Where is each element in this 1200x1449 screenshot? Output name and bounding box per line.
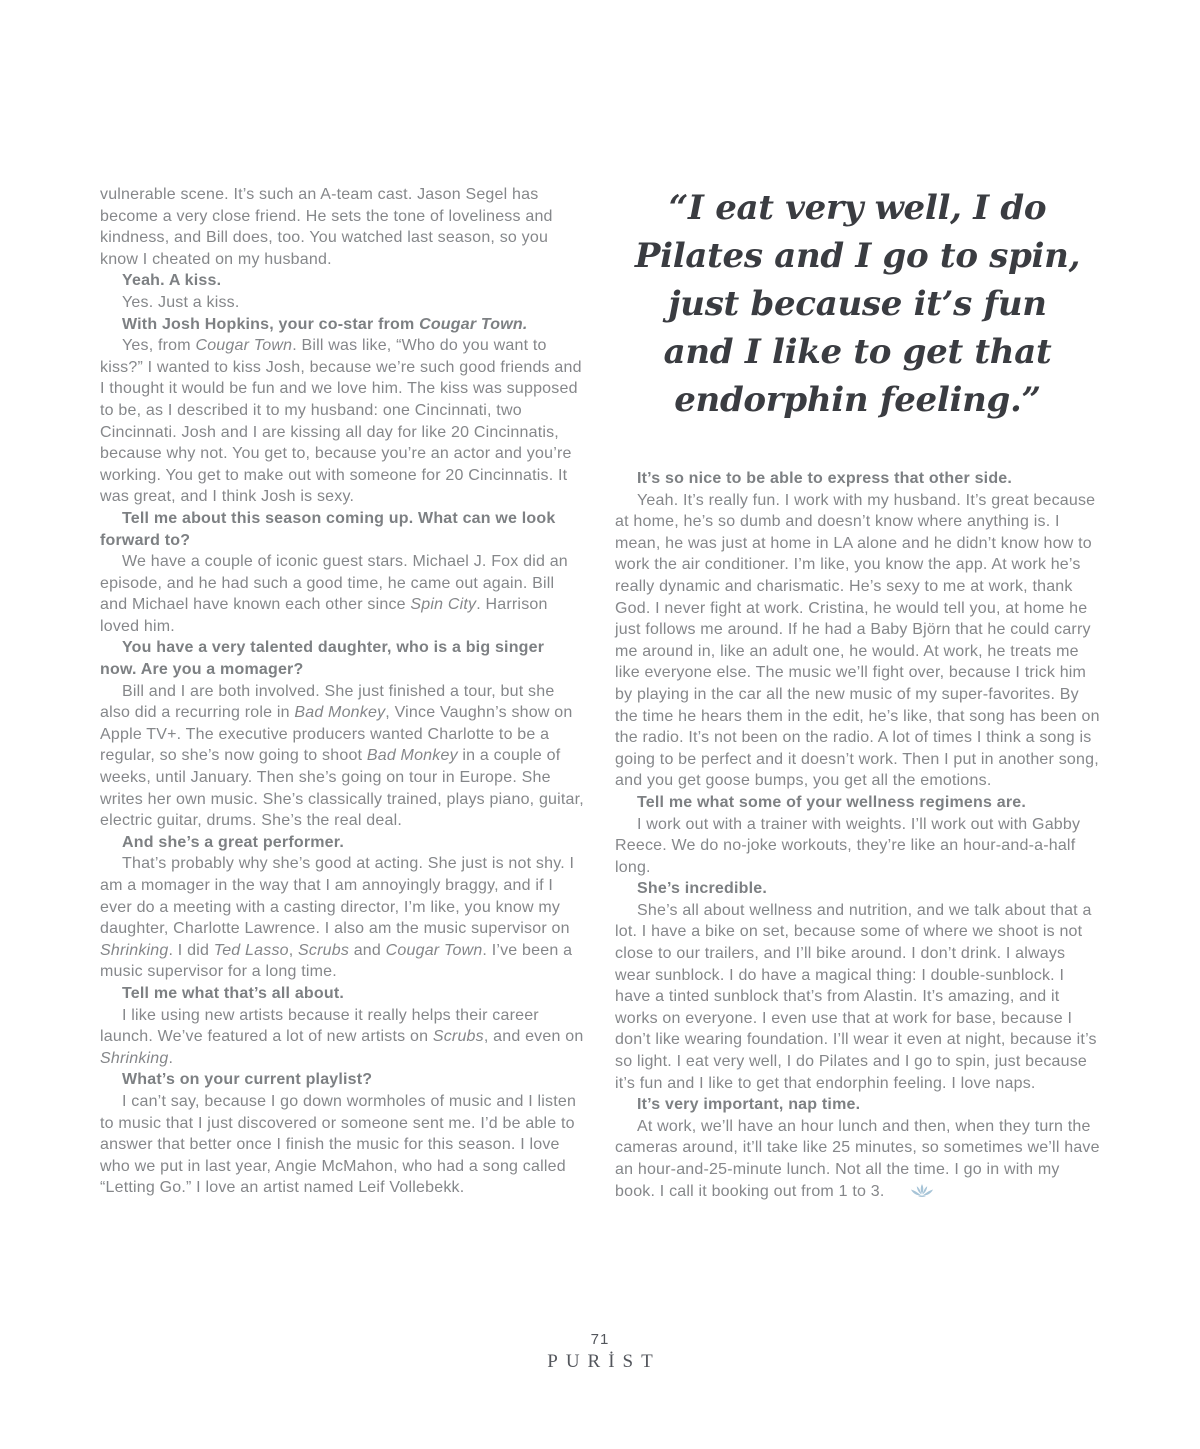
right-column-text [615, 468, 1100, 1202]
interview-question: Tell me about this season coming up. What can we look forward to? [100, 509, 556, 549]
pull-quote-line: just because it’s fun [668, 284, 1047, 324]
interview-answer: At work, we’ll have an hour lunch and then, when they turn the cameras around, it’ll take like 25 minutes, so sometimes we’ll have an hour-and-25-minute lunch. Not all the time. I go in with my book. I call it booking out from 1 to 3. [615, 1117, 1100, 1200]
lotus-icon [889, 1184, 933, 1198]
interview-question: Tell me what that’s all about. [122, 984, 345, 1002]
pull-quote-line: endorphin feeling.” [674, 380, 1041, 420]
pull-quote [615, 184, 1100, 424]
interview-question: With Josh Hopkins, your co-star from Cougar Town. [122, 315, 528, 333]
italic-title: Cougar Town [385, 941, 483, 959]
magazine-logo: PURİST [547, 1351, 661, 1372]
interview-question: It’s very important, nap time. [637, 1096, 861, 1114]
interview-answer: We have a couple of iconic guest stars. Michael J. Fox did an episode, and he had such a good time, he came out again. Bill and Michael have known each other since Spin City. Harrison loved him. [100, 553, 568, 635]
italic-title: Bad Monkey [366, 747, 458, 765]
article-body [100, 184, 1100, 1202]
interview-question: It’s so nice to be able to express that other side. [637, 470, 1013, 487]
interview-answer: vulnerable scene. It’s such an A-team cast. Jason Segel has become a very close friend. He sets the tone of loveliness and kindness, and Bill does, too. You watched last season, so you know I cheated on my husband. [100, 186, 553, 268]
interview-answer: Yes. Just a kiss. [122, 293, 240, 311]
interview-answer: Yes, from Cougar Town. Bill was like, “Who do you want to kiss?” I wanted to kiss Josh, because we’re such good friends and I thought it would be fun and we love him. The kiss was supposed to be, as I described it to my husband: one Cincinnati, two Cincinnati. Josh and I are kissing all day for like 20 Cincinnatis, because why not. You get to, because you’re an actor and you’re working. You get to make out with someone for 20 Cincinnatis. It was great, and I think Josh is sexy. [100, 337, 582, 506]
italic-title: Shrinking [100, 1049, 169, 1067]
page-number: 71 [590, 1331, 610, 1348]
italic-title: Cougar Town [195, 337, 293, 355]
interview-answer: That’s probably why she’s good at acting. She just is not shy. I am a momager in the way that I am annoyingly braggy, and if I ever do a meeting with a casting director, I’m like, you know my daughter, Charlotte Lawrence. I also am the music supervisor on Shrinking. I did Ted Lasso, Scrubs and Cougar Town. I’ve been a music supervisor for a long time. [100, 855, 575, 981]
italic-title: Scrubs [432, 1028, 484, 1046]
italic-title: Ted Lasso [213, 941, 289, 959]
italic-title: Shrinking [100, 941, 169, 959]
interview-question: Tell me what some of your wellness regimens are. [637, 793, 1026, 811]
pull-quote-line: Pilates and I go to spin, [634, 236, 1081, 276]
italic-title: Cougar Town. [419, 315, 528, 333]
interview-question: Yeah. A kiss. [122, 272, 222, 290]
interview-answer: She’s all about wellness and nutrition, and we talk about that a lot. I have a bike on set, because some of where we shoot is not close to our trailers, and I’ll bike around. I don’t drink. I always wear sunblock. I do have a magical thing: I double-sunblock. I have a tinted sunblock that’s from Alastin. It’s amazing, and it works on everyone. I even use that at work for base, because I don’t like wearing foundation. I’ll wear it even at night, because it’s so light. I eat very well, I do Pilates and I go to spin, just because it’s fun and I like to get that endorphin feeling. I love naps. [615, 901, 1097, 1092]
interview-question: You have a very talented daughter, who is a big singer now. Are you a momager? [100, 639, 545, 679]
interview-answer: Bill and I are both involved. She just finished a tour, but she also did a recurring role in Bad Monkey, Vince Vaughn’s show on Apple TV+. The executive producers wanted Charlotte to be a regular, so she’s now going to shoot Bad Monkey in a couple of weeks, until January. Then she’s going on tour in Europe. She writes her own music. She’s classically trained, plays piano, guitar, electric guitar, drums. She’s the real deal. [100, 682, 584, 830]
interview-question: She’s incredible. [637, 880, 767, 898]
interview-question: What’s on your current playlist? [122, 1071, 373, 1089]
italic-title: Spin City [410, 596, 477, 614]
interview-answer: I can’t say, because I go down wormholes of music and I listen to music that I just discovered or someone sent me. I’d be able to answer that better once I finish the music for this season. I love who we put in last year, Angie McMahon, who had a song called “Letting Go.” I love an artist named Leif Vollebekk. [100, 1092, 577, 1197]
left-column [100, 184, 585, 1199]
interview-question: And she’s a great performer. [122, 833, 344, 851]
italic-title: Bad Monkey [294, 704, 386, 722]
right-column [615, 184, 1100, 1202]
interview-answer: I work out with a trainer with weights. I’ll work out with Gabby Reece. We do no-joke workouts, they’re like an hour-and-a-half long. [615, 815, 1081, 876]
italic-title: Scrubs [298, 941, 350, 959]
interview-answer: Yeah. It’s really fun. I work with my husband. It’s great because at home, he’s so dumb and doesn’t know where anything is. I mean, he was just at home in LA alone and he didn’t know how to work the air conditioner. I’m like, you know the app. At work he’s really dynamic and charismatic. He’s sexy to me at work, thank God. I never fight at work. Cristina, he would tell you, at home he just follows me around. If he had a Baby Björn that he could carry me around in, like an adult one, he would. At work, he treats me like everyone else. The music we’ll fight over, because I trick him by playing in the car all the new music of my super-favorites. By the time he hears them in the edit, he’s like, that song has been on the radio. It’s not been on the radio. A lot of times I think a song is going to be perfect and it doesn’t work. Then I put in another song, and you get goose bumps, you get all the emotions. [615, 491, 1100, 790]
interview-answer: I like using new artists because it really helps their career launch. We’ve featured a lot of new artists on Scrubs, and even on Shrinking. [100, 1006, 584, 1067]
pull-quote-line: and I like to get that [663, 332, 1052, 372]
pull-quote-line: “I eat very well, I do [668, 188, 1047, 228]
page-footer [0, 1331, 1200, 1373]
